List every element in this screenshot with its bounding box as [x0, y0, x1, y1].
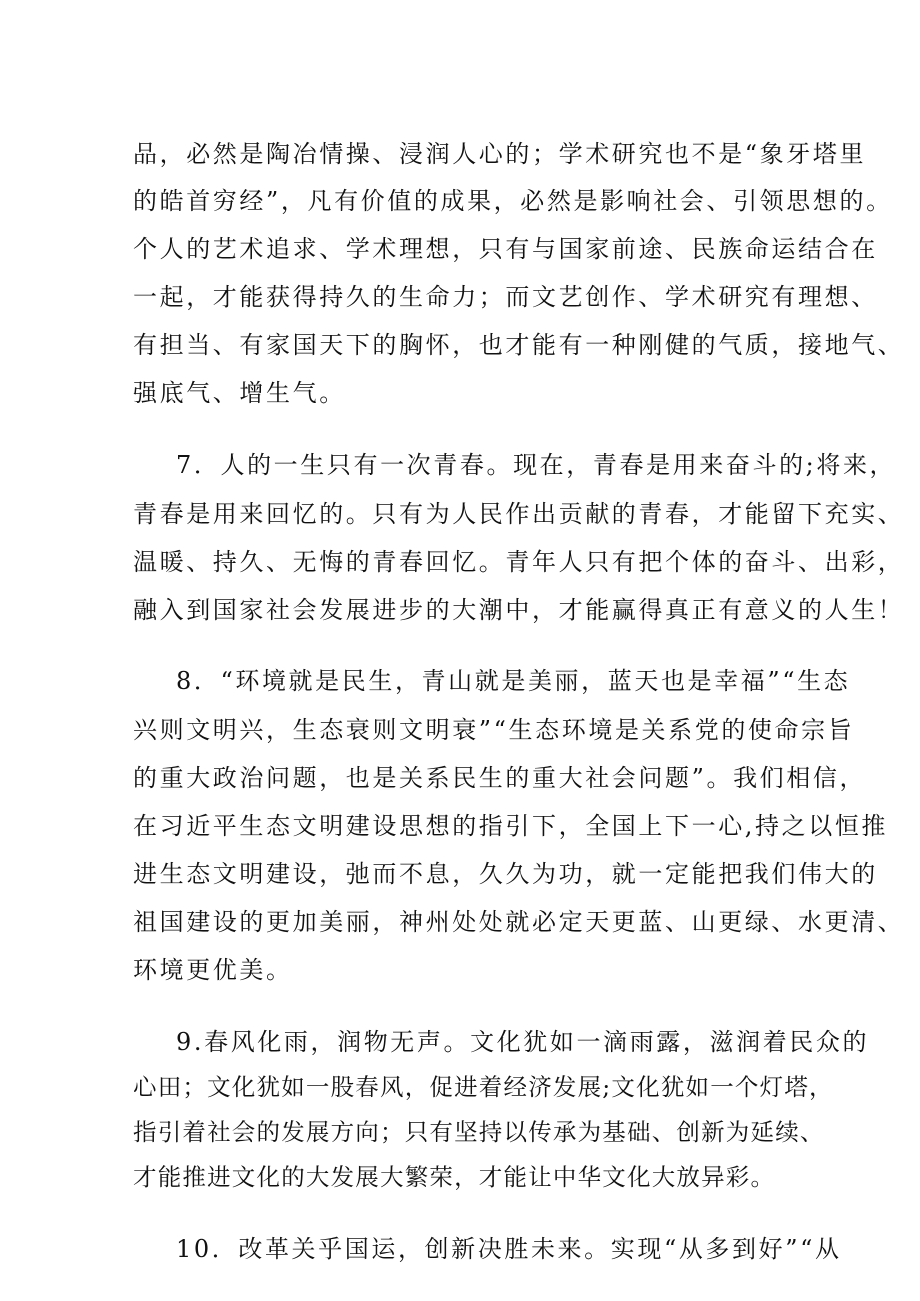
- text-line: 心田；文化犹如一股春风，促进着经济发展;文化犹如一个灯塔，: [133, 1073, 834, 1101]
- text-line: 的皓首穷经”，凡有价值的成果，必然是影响社会、引领思想的。: [133, 187, 893, 215]
- text-line: 指引着社会的发展方向；只有坚持以传承为基础、创新为延续、: [133, 1118, 825, 1146]
- text-line: 个人的艺术追求、学术理想，只有与国家前途、民族命运结合在: [133, 235, 878, 263]
- text-line: 品，必然是陶冶情操、浸润人心的；学术研究也不是“象牙塔里: [133, 140, 867, 168]
- text-line: 祖国建设的更加美丽，神州处处就必定天更蓝、山更绿、水更清、: [133, 908, 905, 936]
- text-line: 环境更优美。: [133, 956, 293, 984]
- paragraph-10-first-line: 10．改革关乎国运，创新决胜未来。实现“从多到好”“从: [176, 1235, 842, 1263]
- text-line: 才能推进文化的大发展大繁荣，才能让中华文化大放异彩。: [133, 1163, 776, 1191]
- paragraph-8-first-line: 8．“环境就是民生，青山就是美丽，蓝天也是幸福”“生态: [176, 667, 851, 695]
- text-line: 融入到国家社会发展进步的大潮中，才能赢得真正有意义的人生！: [133, 596, 905, 624]
- paragraph-7-first-line: 7．人的一生只有一次青春。现在，青春是用来奋斗的;将来，: [176, 451, 897, 479]
- text-line: 有担当、有家国天下的胸怀，也才能有一种刚健的气质，接地气、: [133, 331, 905, 359]
- text-line: 在习近平生态文明建设思想的指引下，全国上下一心,持之以恒推: [133, 812, 889, 840]
- text-line: 兴则文明兴，生态衰则文明衰”“生态环境是关系党的使命宗旨: [133, 716, 855, 744]
- text-line: 温暖、持久、无悔的青春回忆。青年人只有把个体的奋斗、出彩，: [133, 548, 905, 576]
- text-line: 一起，才能获得持久的生命力；而文艺创作、学术研究有理想、: [133, 283, 878, 311]
- paragraph-9-first-line: 9.春风化雨，润物无声。文化犹如一滴雨露，滋润着民众的: [176, 1028, 870, 1056]
- text-line: 强底气、增生气。: [133, 379, 346, 407]
- text-line: 青春是用来回忆的。只有为人民作出贡献的青春，才能留下充实、: [133, 500, 905, 528]
- text-line: 的重大政治问题，也是关系民生的重大社会问题”。我们相信，: [133, 764, 867, 792]
- text-line: 进生态文明建设，弛而不息，久久为功，就一定能把我们伟大的: [133, 860, 878, 888]
